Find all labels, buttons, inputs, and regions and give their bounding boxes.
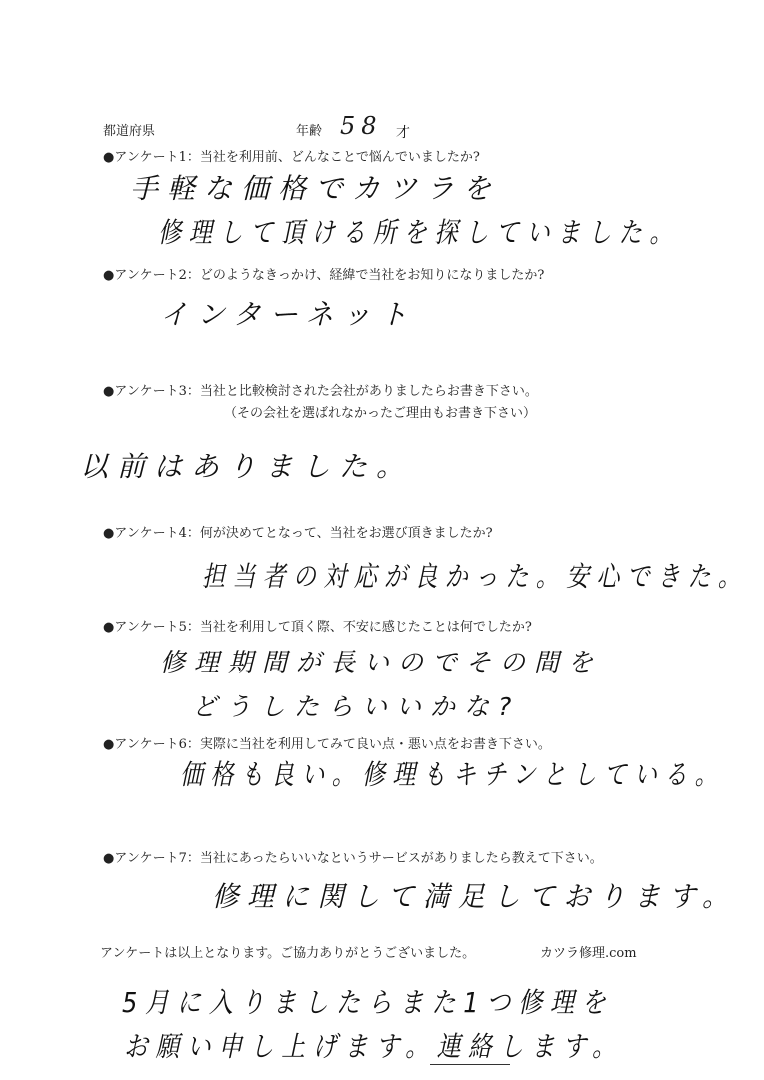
question-6-answer-line-1: 価格も良い。修理もキチンとしている。 bbox=[180, 758, 725, 791]
question-7-prompt: ●アンケート7：当社にあったらいいなというサービスがありましたら教えて下さい。 bbox=[103, 851, 603, 866]
closing-note-line-1: 5月に入りましたらまた1つ修理を bbox=[122, 986, 614, 1019]
question-1-answer-line-2: 修理して頂ける所を探していました。 bbox=[158, 216, 681, 249]
age-value: 58 bbox=[340, 112, 383, 140]
closing-note-line-2: お願い申し上げます。連絡します。 bbox=[124, 1030, 624, 1063]
footer-brand: カツラ修理.com bbox=[540, 946, 637, 961]
question-1-prompt: ●アンケート1：当社を利用前、どんなことで悩んでいましたか? bbox=[103, 150, 480, 165]
question-3-prompt: ●アンケート3：当社と比較検討された会社がありましたらお書き下さい。 bbox=[103, 384, 538, 399]
age-label: 年齢 bbox=[296, 124, 323, 139]
question-4-prompt: ●アンケート4：何が決めてとなって、当社をお選び頂きましたか? bbox=[103, 526, 493, 541]
question-3-sub-prompt: （その会社を選ばれなかったご理由もお書き下さい） bbox=[224, 406, 537, 421]
question-2-prompt: ●アンケート2：どのようなきっかけ、経緯で当社をお知りになりましたか? bbox=[103, 268, 545, 283]
question-6-prompt: ●アンケート6：実際に当社を利用してみて良い点・悪い点をお書き下さい。 bbox=[103, 737, 551, 752]
question-4-answer-line-1: 担当者の対応が良かった。安心できた。 bbox=[202, 560, 749, 593]
footer-thanks: アンケートは以上となります。ご協力ありがとうございました。 bbox=[100, 946, 476, 961]
prefecture-label: 都道府県 bbox=[103, 124, 156, 139]
question-1-answer-line-1: 手軽な価格でカツラを bbox=[130, 172, 501, 205]
question-7-answer-line-1: 修理に関して満足しております。 bbox=[212, 880, 738, 913]
question-3-answer-line-1: 以前はありました。 bbox=[80, 450, 414, 483]
closing-note-underline bbox=[430, 1064, 510, 1065]
question-5-answer-line-2: どうしたらいいかな? bbox=[192, 692, 521, 721]
question-2-answer-line-1: インターネット bbox=[160, 298, 417, 331]
question-5-answer-line-1: 修理期間が長いのでその間を bbox=[160, 648, 603, 677]
question-5-prompt: ●アンケート5：当社を利用して頂く際、不安に感じたことは何でしたか? bbox=[103, 620, 532, 635]
age-unit: 才 bbox=[396, 125, 410, 141]
